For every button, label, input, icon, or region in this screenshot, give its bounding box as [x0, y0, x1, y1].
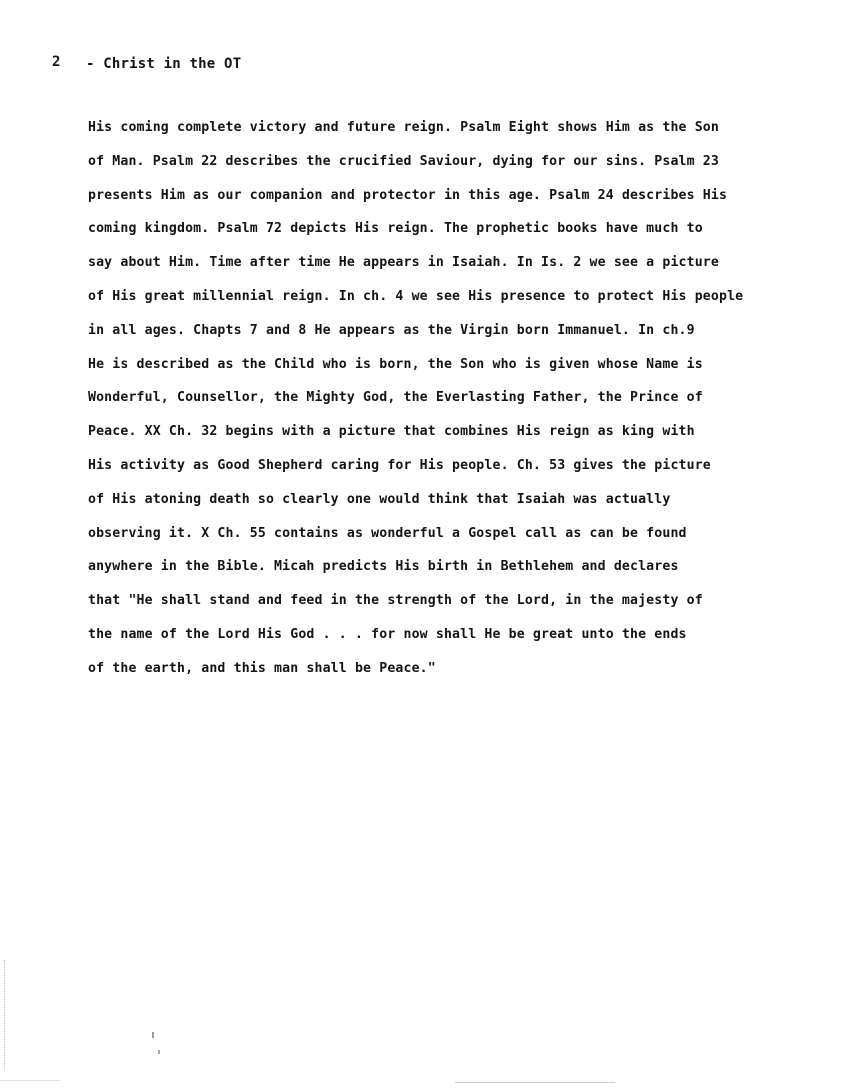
text-line: the name of the Lord His God . . . for now shall He be great unto the ends	[88, 626, 687, 642]
text-line: say about Him. Time after time He appears in Isaiah. In Is. 2 we see a picture	[88, 255, 719, 271]
scan-artifact-bottom-left	[0, 1080, 60, 1081]
text-line: His coming complete victory and future reign. Psalm Eight shows Him as the Son	[88, 120, 719, 135]
text-line: anywhere in the Bible. Micah predicts His birth in Bethlehem and declares	[88, 559, 679, 575]
text-line: in all ages. Chapts 7 and 8 He appears as the Virgin born Immanuel. In ch.9	[88, 322, 695, 338]
text-line: He is described as the Child who is born, the Son who is given whose Name is	[88, 356, 703, 372]
text-line: Peace. XX Ch. 32 begins with a picture that combines His reign as king with	[88, 424, 695, 440]
text-line: His activity as Good Shepherd caring for His people. Ch. 53 gives the picture	[88, 457, 711, 473]
text-line: coming kingdom. Psalm 72 depicts His reign. The prophetic books have much to	[88, 221, 703, 237]
text-line: of His atoning death so clearly one would think that Isaiah was actually	[88, 491, 671, 507]
text-line: Wonderful, Counsellor, the Mighty God, the Everlasting Father, the Prince of	[88, 390, 703, 406]
scan-speck	[158, 1050, 160, 1054]
text-line: that "He shall stand and feed in the strength of the Lord, in the majesty of	[88, 593, 703, 609]
text-line: of Man. Psalm 22 describes the crucified Saviour, dying for our sins. Psalm 23	[88, 153, 719, 169]
text-line: of the earth, and this man shall be Peace."	[88, 660, 436, 676]
scan-speck	[152, 1032, 154, 1038]
header-title: - Christ in the OT	[86, 56, 242, 72]
text-line: of His great millennial reign. In ch. 4 we see His presence to protect His people	[88, 288, 744, 304]
page-number: 2	[52, 54, 61, 70]
scan-artifact-bottom	[455, 1082, 615, 1083]
scan-artifact-left-edge	[4, 960, 7, 1070]
text-line: observing it. X Ch. 55 contains as wonderful a Gospel call as can be found	[88, 525, 687, 541]
body-text	[88, 114, 808, 689]
text-line: presents Him as our companion and protector in this age. Psalm 24 describes His	[88, 187, 728, 203]
